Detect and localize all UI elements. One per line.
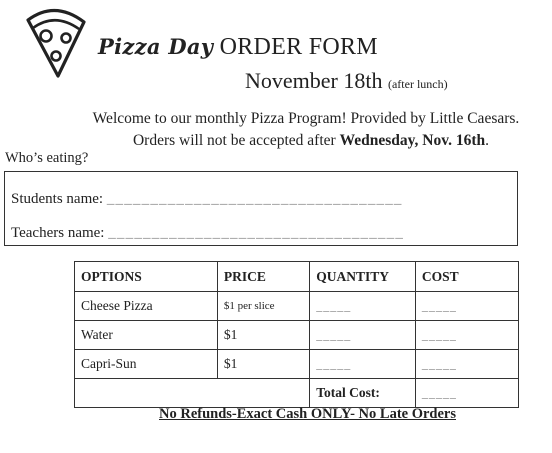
total-row — [75, 379, 519, 408]
total-cost-blank[interactable]: _____ — [421, 386, 457, 400]
header-price: PRICE — [217, 262, 309, 292]
cost-blank[interactable]: _____ — [421, 328, 457, 342]
table-row — [75, 292, 519, 321]
form-title: ORDER FORM — [219, 34, 378, 60]
total-cost-label: Total Cost: — [310, 379, 416, 408]
date-text: November 18th — [245, 68, 383, 93]
cost-cell[interactable] — [415, 292, 518, 321]
price-cell: $1 — [217, 321, 309, 350]
policy-footer: No Refunds-Exact Cash ONLY- No Late Orders — [159, 406, 456, 422]
intro-line-2 — [0, 130, 552, 152]
cost-cell[interactable] — [415, 350, 518, 379]
table-header-row — [75, 262, 519, 292]
pizza-slice-icon — [22, 6, 88, 78]
order-table — [74, 261, 519, 408]
quantity-blank[interactable]: _____ — [316, 299, 352, 313]
quantity-cell[interactable] — [310, 321, 416, 350]
total-cost-cell[interactable] — [415, 379, 518, 408]
student-name-field[interactable]: __________________________________ — [106, 191, 403, 207]
student-name-label: Students name: — [11, 191, 104, 207]
teacher-name-field[interactable]: __________________________________ — [108, 225, 405, 241]
table-row — [75, 350, 519, 379]
cost-blank[interactable]: _____ — [421, 299, 457, 313]
price-cell: $1 per slice — [217, 292, 309, 321]
option-cell: Water — [75, 321, 218, 350]
order-deadline: Wednesday, Nov. 16th — [339, 132, 486, 149]
header-quantity: QUANTITY — [310, 262, 416, 292]
cost-blank[interactable]: _____ — [421, 357, 457, 371]
page-title — [98, 34, 378, 61]
cost-cell[interactable] — [415, 321, 518, 350]
empty-cell — [75, 379, 310, 408]
quantity-cell[interactable] — [310, 350, 416, 379]
names-box — [4, 171, 518, 246]
who-eating-label: Who’s eating? — [5, 150, 89, 166]
header-cost: COST — [415, 262, 518, 292]
quantity-blank[interactable]: _____ — [316, 357, 352, 371]
intro-text — [0, 108, 552, 152]
quantity-blank[interactable]: _____ — [316, 328, 352, 342]
date-note: (after lunch) — [387, 77, 448, 91]
header-options: OPTIONS — [75, 262, 218, 292]
intro-line-1: Welcome to our monthly Pizza Program! Provided by Little Caesars. — [92, 110, 520, 127]
event-date — [245, 68, 448, 94]
table-row — [75, 321, 519, 350]
quantity-cell[interactable] — [310, 292, 416, 321]
brand-name: Pizza Day — [98, 34, 214, 59]
intro-line-2-prefix: Orders will not be accepted after — [132, 132, 340, 149]
option-cell: Capri-Sun — [75, 350, 218, 379]
intro-line-2-suffix: . — [485, 132, 489, 149]
teacher-name-label: Teachers name: — [11, 225, 105, 241]
price-cell: $1 — [217, 350, 309, 379]
option-cell: Cheese Pizza — [75, 292, 218, 321]
teacher-name-row — [11, 225, 404, 242]
student-name-row — [11, 191, 403, 208]
